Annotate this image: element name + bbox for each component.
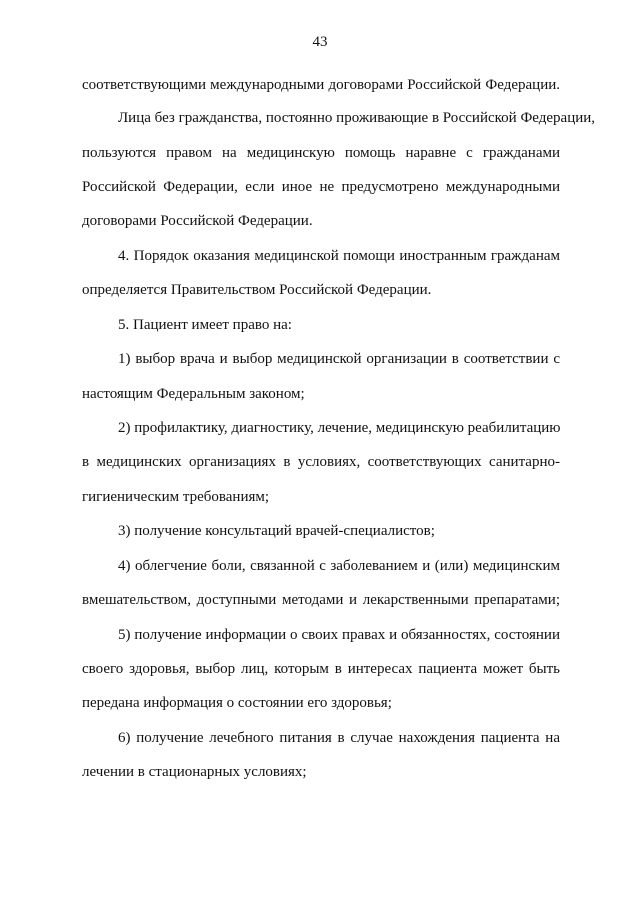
text-line: 2) профилактику, диагностику, лечение, медицинскую реабилитацию [118,420,561,436]
text-line: 1) выбор врача и выбор медицинской организации в соответствии с [118,351,560,367]
text-line: 5) получение информации о своих правах и обязанностях, состоянии [118,627,560,643]
text-line: в медицинских организациях в условиях, соответствующих санитарно- [82,454,560,470]
text-line: договорами Российской Федерации. [82,213,313,229]
text-line: 5. Пациент имеет право на: [118,317,292,333]
text-line: определяется Правительством Российской Федерации. [82,282,432,298]
text-line: передана информация о состоянии его здоровья; [82,695,392,711]
text-line: 4) облегчение боли, связанной с заболеванием и (или) медицинским [118,558,560,574]
text-line: 4. Порядок оказания медицинской помощи иностранным гражданам [118,248,560,264]
text-line: вмешательством, доступными методами и лекарственными препаратами; [82,592,560,608]
text-line: соответствующими международными договорами Российской Федерации. [82,77,560,93]
text-line: 3) получение консультаций врачей-специалистов; [118,523,435,539]
text-line: 6) получение лечебного питания в случае нахождения пациента на [118,730,560,746]
text-line: гигиеническим требованиям; [82,489,270,505]
text-line: пользуются правом на медицинскую помощь наравне с гражданами [82,145,560,161]
page-number: 43 [312,34,328,50]
text-line: лечении в стационарных условиях; [82,764,307,780]
text-line: своего здоровья, выбор лиц, которым в интересах пациента может быть [82,661,560,677]
text-line: Лица без гражданства, постоянно проживающие в Российской Федерации, [118,110,596,126]
text-line: настоящим Федеральным законом; [82,386,305,402]
text-line: Российской Федерации, если иное не предусмотрено международными [82,179,560,195]
